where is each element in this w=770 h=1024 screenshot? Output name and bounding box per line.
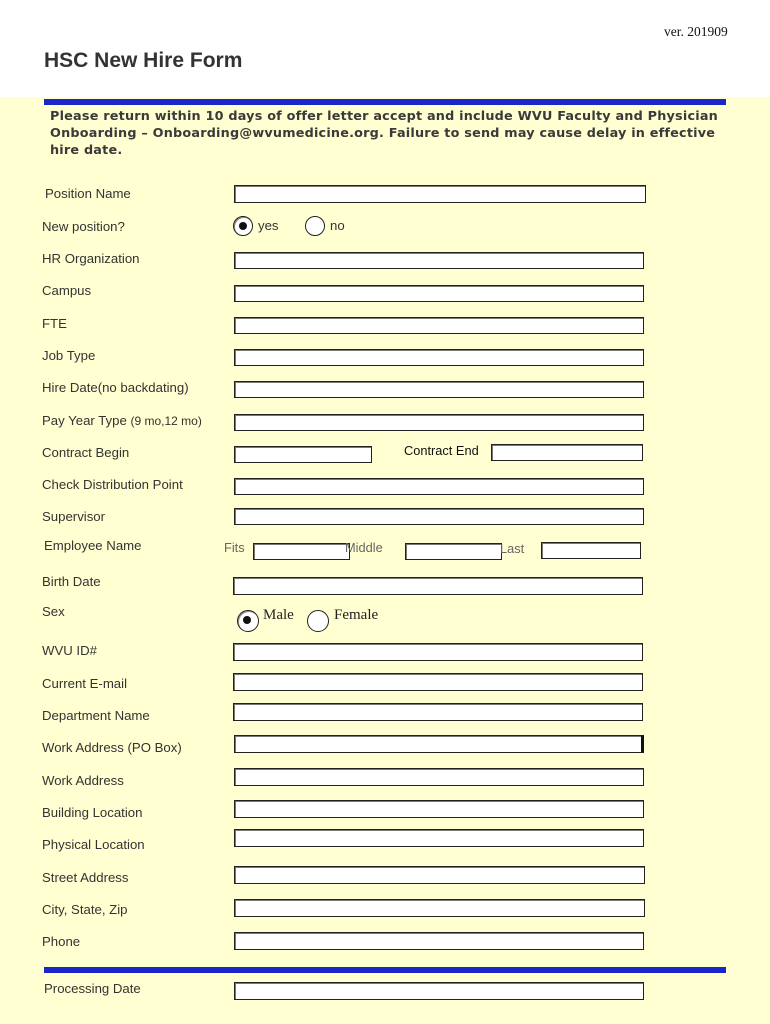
birth-date-label: Birth Date <box>42 574 101 589</box>
work-address-label: Work Address <box>42 773 124 788</box>
sex-female-radio[interactable] <box>307 610 329 632</box>
contract-end-label: Contract End <box>404 443 479 458</box>
check-distribution-label: Check Distribution Point <box>42 477 183 492</box>
check-distribution-input[interactable] <box>234 478 644 495</box>
new-position-label: New position? <box>42 219 125 234</box>
new-position-no-label: no <box>330 218 345 233</box>
supervisor-label: Supervisor <box>42 509 106 524</box>
work-po-box-label: Work Address (PO Box) <box>42 740 182 755</box>
sex-male-label: Male <box>263 607 294 623</box>
processing-date-input[interactable] <box>234 982 644 1000</box>
new-position-no-radio[interactable] <box>305 216 325 236</box>
new-position-yes-radio[interactable] <box>233 216 253 236</box>
fte-input[interactable] <box>234 317 644 334</box>
email-input[interactable] <box>233 673 643 691</box>
supervisor-input[interactable] <box>234 508 644 525</box>
street-address-input[interactable] <box>234 866 645 884</box>
position-name-input[interactable] <box>234 185 646 203</box>
hire-date-label: Hire Date(no backdating) <box>42 380 189 395</box>
pay-year-type-note: (9 mo,12 mo) <box>130 414 202 428</box>
processing-date-label: Processing Date <box>44 981 141 996</box>
first-name-input[interactable] <box>253 543 350 560</box>
job-type-input[interactable] <box>234 349 644 366</box>
bottom-divider-bar <box>44 967 726 973</box>
city-state-zip-input[interactable] <box>234 899 645 917</box>
street-address-label: Street Address <box>42 870 129 885</box>
job-type-label: Job Type <box>42 348 96 363</box>
phone-input[interactable] <box>234 932 644 950</box>
middle-name-input[interactable] <box>405 543 502 560</box>
pay-year-type-label <box>42 413 202 428</box>
instructions-text: Please return within 10 days of offer letter accept and include WVU Faculty and Physician Onboarding – Onboarding@wvumedicine.org. Failure to send may cause delay in effective hire date. <box>50 109 718 158</box>
middle-name-label: Middle <box>345 540 383 555</box>
email-label: Current E-mail <box>42 676 128 691</box>
last-name-input[interactable] <box>541 542 641 559</box>
physical-location-label: Physical Location <box>42 837 145 852</box>
pay-year-type-text: Pay Year Type <box>42 413 127 428</box>
work-po-box-input[interactable] <box>234 735 644 753</box>
contract-begin-label: Contract Begin <box>42 445 130 460</box>
contract-end-input[interactable] <box>491 444 643 461</box>
campus-label: Campus <box>42 283 92 298</box>
top-divider-bar <box>44 99 726 105</box>
city-state-zip-label: City, State, Zip <box>42 902 128 917</box>
physical-location-input[interactable] <box>234 829 644 847</box>
new-position-yes-label: yes <box>258 218 279 233</box>
sex-female-label: Female <box>334 607 379 623</box>
phone-label: Phone <box>42 934 81 949</box>
sex-label: Sex <box>42 604 65 619</box>
department-label: Department Name <box>42 708 150 723</box>
employee-name-label: Employee Name <box>44 538 142 553</box>
hr-organization-label: HR Organization <box>42 251 140 266</box>
sex-male-radio[interactable] <box>237 610 259 632</box>
position-name-label: Position Name <box>45 186 131 201</box>
last-name-label: Last <box>500 541 525 556</box>
version-label: ver. 201909 <box>664 24 728 39</box>
hr-organization-input[interactable] <box>234 252 644 269</box>
pay-year-type-input[interactable] <box>234 414 644 431</box>
building-location-label: Building Location <box>42 805 143 820</box>
birth-date-input[interactable] <box>233 577 643 595</box>
wvu-id-label: WVU ID# <box>42 643 97 658</box>
hire-date-input[interactable] <box>234 381 644 398</box>
contract-begin-input[interactable] <box>234 446 372 463</box>
work-address-input[interactable] <box>234 768 644 786</box>
fte-label: FTE <box>42 316 67 331</box>
first-name-label: Fits <box>224 540 245 555</box>
building-location-input[interactable] <box>234 800 644 818</box>
campus-input[interactable] <box>234 285 644 302</box>
department-input[interactable] <box>233 703 643 721</box>
wvu-id-input[interactable] <box>233 643 643 661</box>
form-title: HSC New Hire Form <box>44 49 243 72</box>
